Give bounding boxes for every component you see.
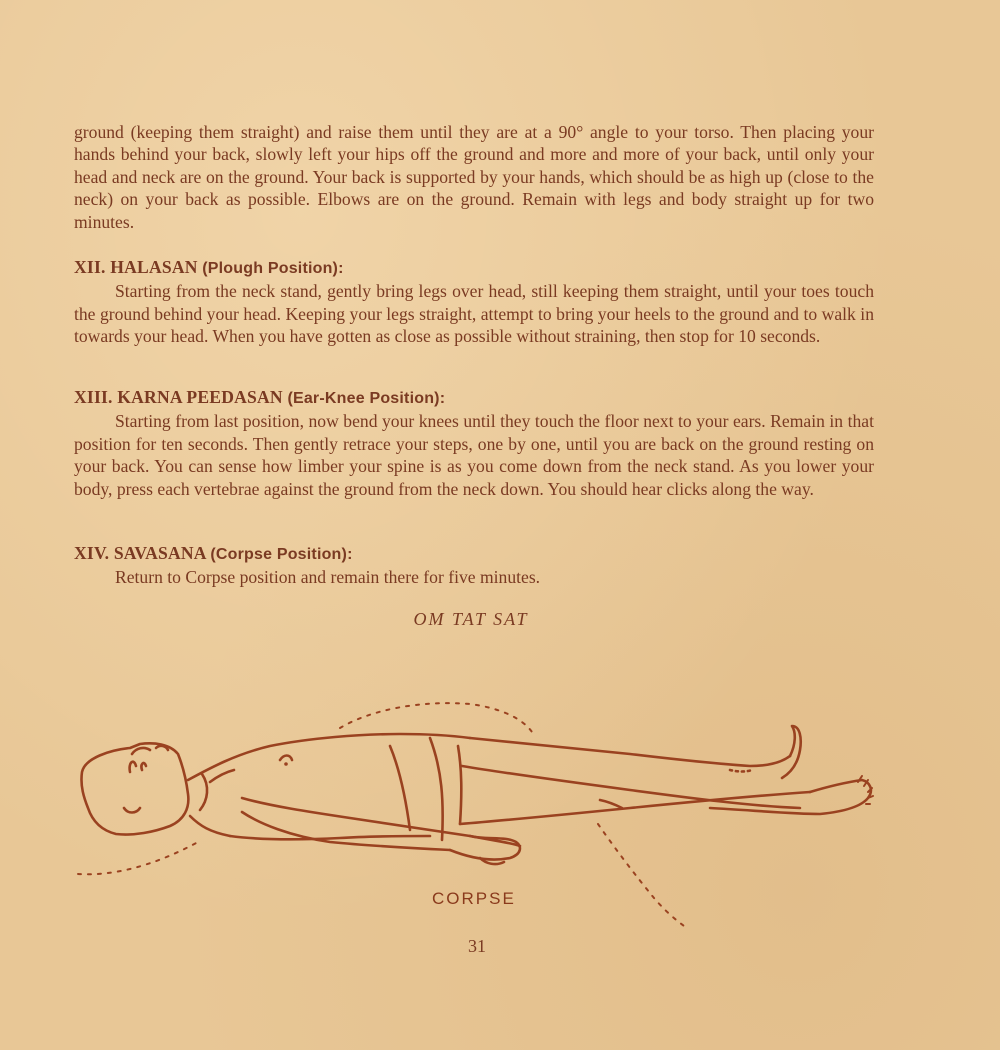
section-subtitle: (Ear-Knee Position): <box>287 390 446 407</box>
section-name: SAVASANA <box>113 543 206 563</box>
section-savasana <box>74 542 874 589</box>
figure-shoulder-line <box>188 734 470 780</box>
figure-head <box>81 743 188 834</box>
section-body: Return to Corpse position and remain there for five minutes. <box>115 567 541 588</box>
figure-torso <box>230 836 430 839</box>
section-name: HALASAN <box>110 257 198 277</box>
motion-arc-left <box>78 842 198 874</box>
section-body: Starting from the neck stand, gently bring legs over head, still keeping them straight, until your toes touch the ground behind your head. Keeping your legs straight, attempt to bring your heels to the ground and to walk in towards your head. When you have gotten as close as possible without straining, then stop for 10 seconds. <box>74 281 874 347</box>
section-karna-peedasan <box>74 386 874 500</box>
intro-text: ground (keeping them straight) and raise them until they are at a 90° angle to your torso. Then placing your hands behind your back, slowly left your hips off the ground and more and more of your back, until only your head and neck are on the ground. Your back is supported by your hands, which should be as high up (close to the neck) on your back as possible. Elbows are on the ground. Remain with legs and body straight up for two minutes. <box>74 122 874 232</box>
section-subtitle: (Corpse Position): <box>210 546 353 563</box>
section-numeral: XII. <box>74 257 106 277</box>
intro-paragraph <box>74 121 874 233</box>
closing-mantra: OM TAT SAT <box>413 609 529 629</box>
section-heading <box>74 542 874 566</box>
section-subtitle: (Plough Position): <box>202 260 344 277</box>
section-heading <box>74 386 874 410</box>
section-heading <box>74 256 874 280</box>
section-numeral: XIV. <box>74 543 110 563</box>
motion-arc-right <box>598 824 684 926</box>
corpse-pose-illustration <box>70 690 880 930</box>
motion-arc-top <box>340 703 532 732</box>
section-body: Starting from last position, now bend your knees until they touch the floor next to your ears. Remain in that position for ten seconds. Then gently retrace your steps, one by one, until you are back on the ground resting on your back. You can sense how limber your spine is as you come down from the neck stand. As you lower your body, press each vertebrae against the ground from the neck down. You should hear clicks along the way. <box>74 411 874 499</box>
figure-caption: CORPSE <box>432 889 516 908</box>
page-number: 31 <box>468 936 486 956</box>
section-numeral: XIII. <box>74 387 113 407</box>
figure-legs <box>470 738 790 766</box>
section-halasan <box>74 256 874 348</box>
figure-foot-left <box>782 726 801 778</box>
section-name: KARNA PEEDASAN <box>117 387 283 407</box>
